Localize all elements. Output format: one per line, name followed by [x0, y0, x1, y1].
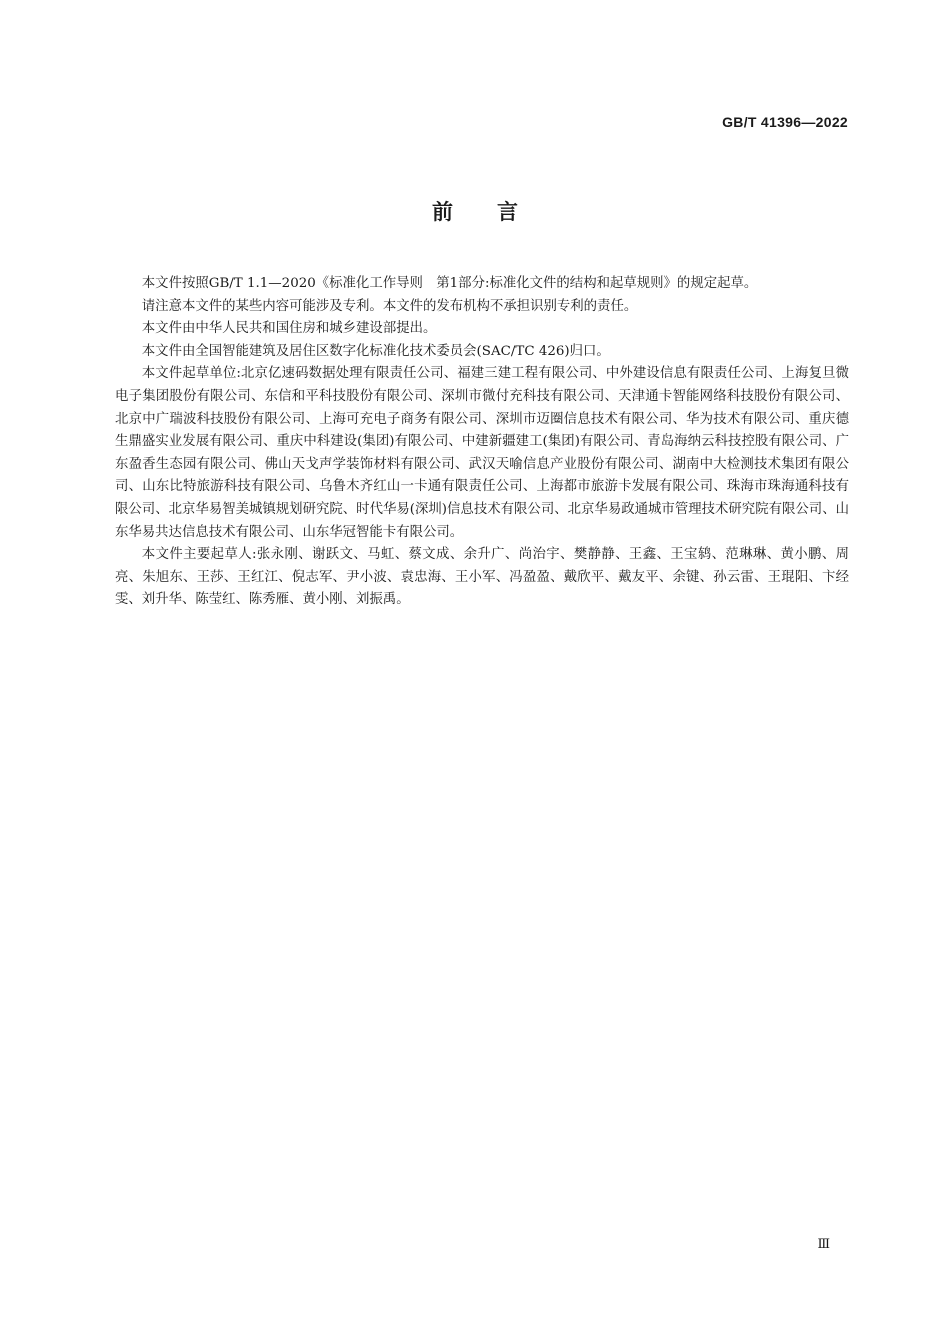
page-number: Ⅲ [817, 1237, 830, 1252]
paragraph-proposer: 本文件由中华人民共和国住房和城乡建设部提出。 [141, 321, 437, 337]
document-body [115, 273, 849, 612]
paragraph-drafters: 本文件主要起草人:张永刚、谢跃文、马虹、蔡文成、余升广、尚治宇、樊静静、王鑫、王宝鸫、范琳琳、黄小鹏、周亮、朱旭东、王莎、王红江、倪志军、尹小波、袁忠海、王小军、冯盈盈、戴欣平、戴友平、余键、孙云雷、王琨阳、卞经雯、刘升华、陈莹红、陈秀雁、黄小刚、刘振禹。 [115, 547, 849, 608]
paragraph-patent-notice: 请注意本文件的某些内容可能涉及专利。本文件的发布机构不承担识别专利的责任。 [141, 298, 638, 314]
page-title: 前言 [432, 200, 562, 224]
paragraph-drafting-units: 本文件起草单位:北京亿速码数据处理有限责任公司、福建三建工程有限公司、中外建设信息有限责任公司、上海复旦微电子集团股份有限公司、东信和平科技股份有限公司、深圳市微付充科技有限公司、天津通卡智能网络科技股份有限公司、北京中广瑞波科技股份有限公司、上海可充电子商务有限公司、深圳市迈圈信息技术有限公司、华为技术有限公司、重庆德生鼎盛实业发展有限公司、重庆中科建设(集团)有限公司、中建新疆建工(集团)有限公司、青岛海纳云科技控股有限公司、广东盈香生态园有限公司、佛山天戈声学装饰材料有限公司、武汉天喻信息产业股份有限公司、湖南中大检测技术集团有限公司、山东比特旅游科技有限公司、乌鲁木齐红山一卡通有限责任公司、上海都市旅游卡发展有限公司、珠海市珠海通科技有限公司、北京华易智美城镇规划研究院、时代华易(深圳)信息技术有限公司、北京华易政通城市管理技术研究院有限公司、山东华易共达信息技术有限公司、山东华冠智能卡有限公司。 [115, 366, 849, 540]
standard-code: GB/T 41396—2022 [722, 114, 848, 130]
paragraph-committee: 本文件由全国智能建筑及居住区数字化标准化技术委员会(SAC/TC 426)归口。 [141, 343, 610, 359]
paragraph-drafting-rules: 本文件按照GB/T 1.1—2020《标准化工作导则 第1部分:标准化文件的结构和起草规则》的规定起草。 [141, 276, 758, 291]
